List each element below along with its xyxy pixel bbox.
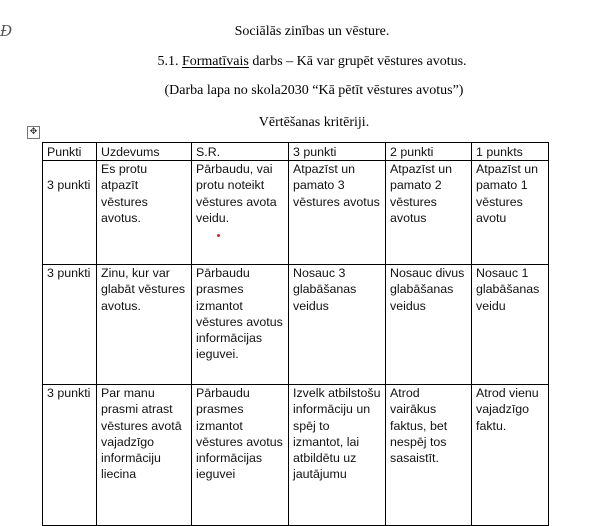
task-number: 5.1. — [157, 54, 179, 69]
table-cell: Nosauc divus glabāšanas veidus — [386, 265, 472, 385]
table-cell: Atrod vairākus faktus, bet nespēj tos sasaistīt. — [386, 385, 472, 526]
table-cell: Par manu prasmi atrast vēstures avotā vajadzīgo informāciju liecina — [97, 385, 192, 526]
header-cell-task: Uzdevums — [97, 143, 192, 161]
header-cell-1-point: 1 punkts — [472, 143, 549, 161]
header-cell-points: Punkti — [43, 143, 97, 161]
table-cell: Es protu atpazīt vēstures avotus. — [97, 161, 192, 265]
table-cell: Zinu, kur var glabāt vēstures avotus. — [97, 265, 192, 385]
source-note: (Darba lapa no skola2030 “Kā pētīt vēstures avotus”) — [164, 83, 464, 98]
table-cell: Atpazīst un pamato 3 vēstures avotus — [289, 161, 386, 265]
table-cell: Pārbaudu prasmes izmantot vēstures avotus informācijas ieguvei — [192, 385, 289, 526]
header-cell-3-points: 3 punkti — [289, 143, 386, 161]
task-title-rest: darbs – Kā var grupēt vēstures avotus. — [252, 54, 467, 69]
table-cell: Pārbaudu prasmes izmantot vēstures avotus informācijas ieguvei. — [192, 265, 289, 385]
task-title — [12, 53, 600, 71]
table-cell: Pārbaudu, vai protu noteikt vēstures avota veidu. — [192, 161, 289, 265]
task-word-spellcheck[interactable]: Formatīvais — [181, 54, 249, 69]
table-move-handle-icon[interactable]: ✥ — [27, 126, 40, 139]
criteria-title: Vērtēšanas kritēriji. — [258, 115, 370, 130]
table-cell: 3 punkti — [43, 265, 97, 385]
table-cell: Atpazīst un pamato 1 vēstures avotu — [472, 161, 549, 265]
table-row — [43, 161, 549, 265]
text-cursor-marker — [217, 234, 220, 237]
header-cell-sr: S.R. — [192, 143, 289, 161]
table-cell: Nosauc 1 glabāšanas veidu — [472, 265, 549, 385]
table-row — [43, 265, 549, 385]
table-header-row — [43, 143, 549, 161]
table-cell: Nosauc 3 glabāšanas veidus — [289, 265, 386, 385]
table-cell: Atrod vienu vajadzīgo faktu. — [472, 385, 549, 526]
table-cell: Atpazīst un pamato 2 vēstures avotus — [386, 161, 472, 265]
subject-heading: Sociālās zinības un vēsture. — [234, 24, 390, 39]
table-cell: 3 punkti — [43, 385, 97, 526]
margin-format-mark: Ð — [0, 22, 13, 40]
criteria-table — [42, 142, 549, 526]
table-cell: Izvelk atbilstošu informāciju un spēj to izmantot, lai atbildētu uz jautājumu — [289, 385, 386, 526]
table-row — [43, 385, 549, 526]
table-cell: 3 punkti — [43, 161, 97, 265]
header-cell-2-points: 2 punkti — [386, 143, 472, 161]
